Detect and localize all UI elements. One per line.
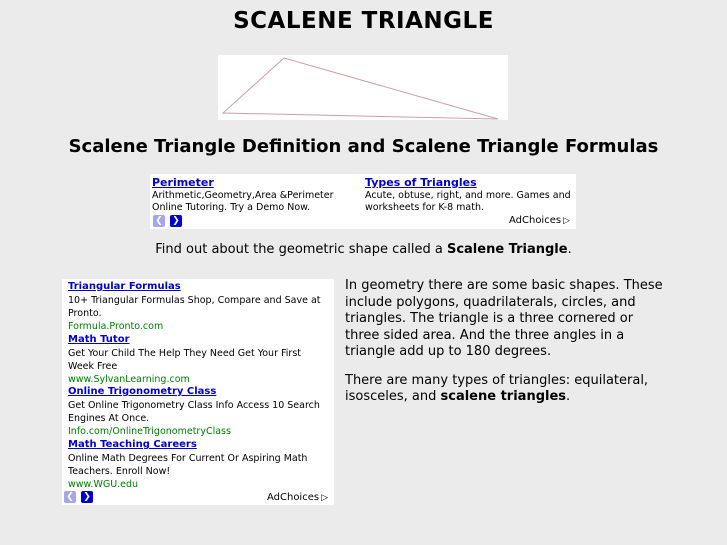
top-ad-link-perimeter[interactable]: Perimeter [152,176,214,189]
side-ad-box [62,279,334,505]
scalene-triangle-shape [223,58,498,119]
side-ad-link-math-teaching-careers[interactable]: Math Teaching Careers [68,439,197,450]
side-ad-link-online-trigonometry-class[interactable]: Online Trigonometry Class [68,386,217,397]
side-ad-item[interactable] [68,280,330,333]
side-ad-url[interactable]: Info.com/OnlineTrigonometryClass [68,426,231,437]
intro-text-bold: Scalene Triangle [446,242,568,257]
side-ad-item[interactable] [68,438,330,491]
top-ad-item[interactable] [365,176,573,214]
article-p2-bold: scalene triangles [440,389,567,404]
scalene-triangle-figure [218,55,508,120]
adchoices-triangle-icon: ▷ [321,493,328,503]
adchoices-label: AdChoices [508,215,562,226]
adchoices-label: AdChoices [266,492,320,503]
top-ad-box [150,174,576,229]
chevron-left-icon[interactable]: ❮ [64,491,76,503]
top-ad-item[interactable] [152,176,360,214]
side-ad-item[interactable] [68,385,330,438]
top-ad-desc: Acute, obtuse, right, and more. Games and worksheets for K-8 math. [365,190,571,213]
side-ad-url[interactable]: www.WGU.edu [68,479,139,490]
page-subtitle: Scalene Triangle Definition and Scalene Triangle Formulas [68,136,659,157]
article-body [345,278,665,418]
adchoices-triangle-icon: ▷ [563,216,570,226]
article-paragraph-2 [345,373,665,406]
top-ad-link-types-of-triangles[interactable]: Types of Triangles [365,176,477,189]
side-ad-desc: Get Your Child The Help They Need Get Your First Week Free [68,348,302,372]
intro-text-before: Find out about the geometric shape called a [155,242,447,257]
top-ad-desc: Arithmetic,Geometry,Area &Perimeter Online Tutoring. Try a Demo Now. [152,190,334,213]
side-ad-url[interactable]: Formula.Pronto.com [68,321,164,332]
side-ad-link-triangular-formulas[interactable]: Triangular Formulas [68,281,181,292]
side-ad-desc: Get Online Trigonometry Class Info Access 10 Search Engines At Once. [68,400,320,424]
article-p2-before: There are many types of triangles: equilateral, isosceles, and [345,372,649,404]
intro-text [0,242,727,257]
article-p2-after: . [566,389,571,404]
article-paragraph-1: In geometry there are some basic shapes. These include polygons, quadrilaterals, circles, and triangles. The triangle is a three cornered or three sided area. And the three angles in a triangle add up to 180 degrees. [345,278,663,359]
chevron-right-icon[interactable]: ❯ [81,491,93,503]
side-ad-desc: 10+ Triangular Formulas Shop, Compare and Save at Pronto. [68,295,321,319]
side-ad-url[interactable]: www.SylvanLearning.com [68,374,190,385]
side-ad-desc: Online Math Degrees For Current Or Aspiring Math Teachers. Enroll Now! [68,453,308,477]
chevron-right-icon[interactable]: ❯ [170,215,182,227]
scalene-triangle-svg [218,55,508,120]
page-title: SCALENE TRIANGLE [233,8,494,34]
chevron-left-icon[interactable]: ❮ [153,215,165,227]
side-ad-item[interactable] [68,333,330,386]
adchoices-link[interactable] [267,491,328,505]
intro-text-after: . [567,242,572,257]
adchoices-link[interactable] [509,215,570,227]
side-ad-link-math-tutor[interactable]: Math Tutor [68,334,130,345]
